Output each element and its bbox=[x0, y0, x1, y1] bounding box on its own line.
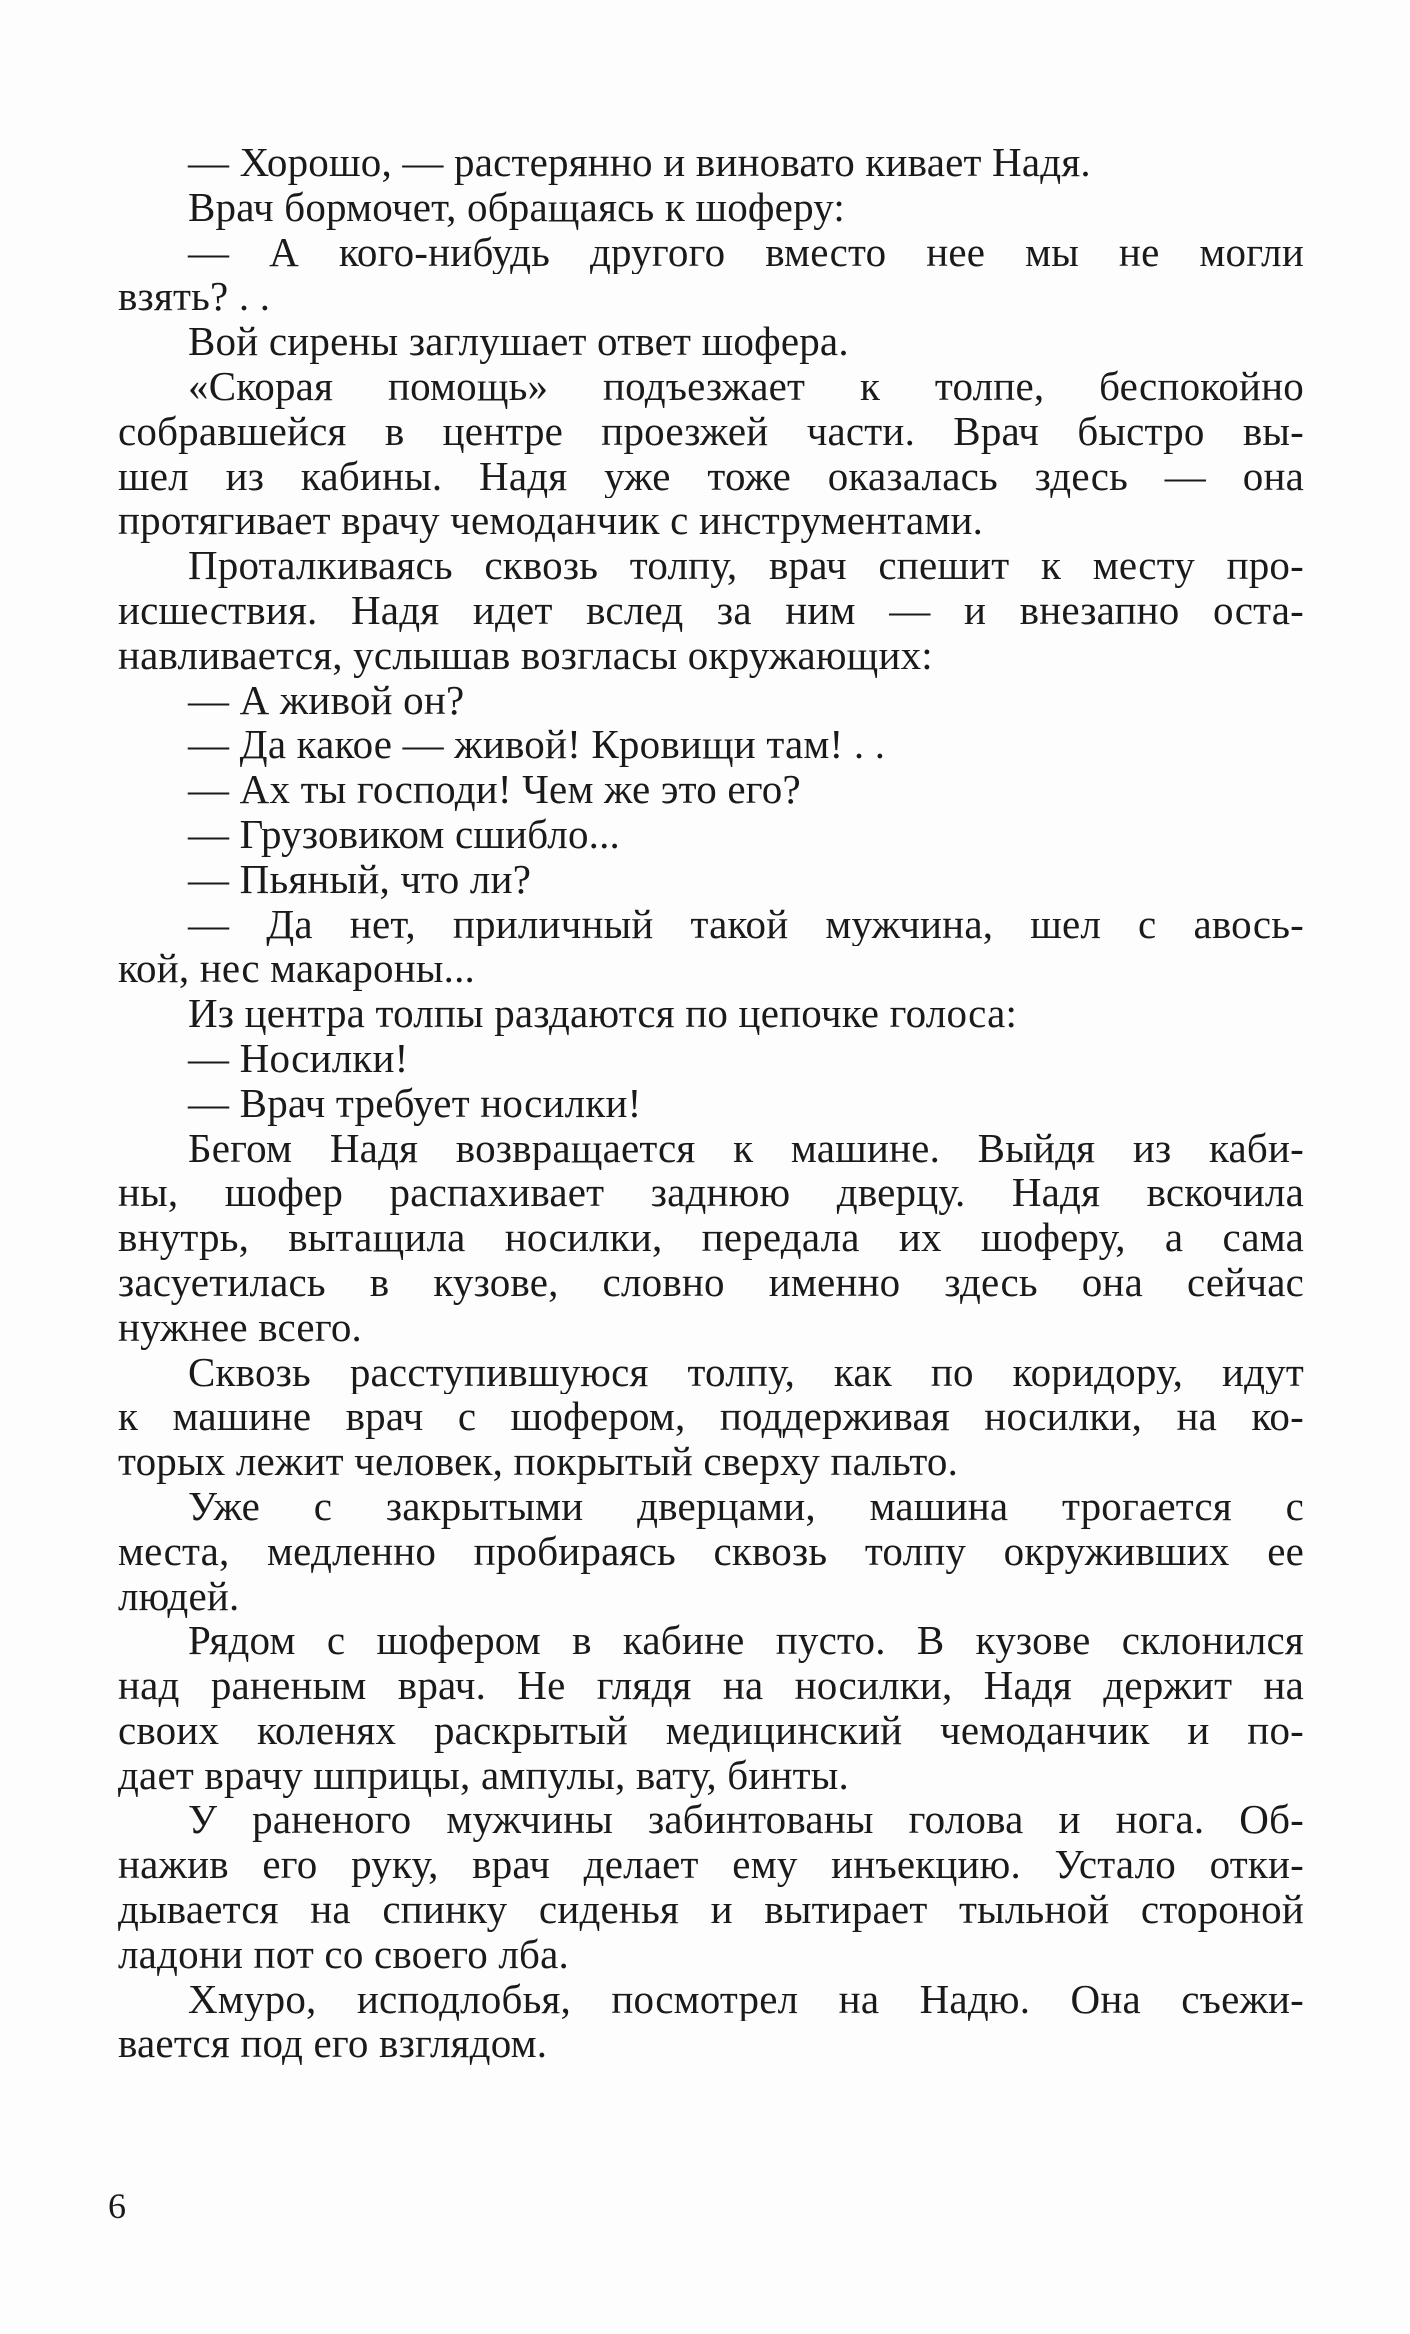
text-line: взять? . . bbox=[118, 273, 271, 320]
text-line: навливается, услышав возгласы окружающих: bbox=[118, 631, 933, 678]
text-line: — Врач требует носилки! bbox=[188, 1079, 642, 1126]
text-line: Проталкиваясь сквозь толпу, врач спешит к месту про- bbox=[188, 543, 1304, 588]
text-line: Уже с закрытыми дверцами, машина трогается с bbox=[188, 1483, 1304, 1529]
body-text bbox=[118, 140, 1304, 2066]
text-line: к машине врач с шофером, поддерживая носилки, на ко- bbox=[118, 1394, 1304, 1440]
text-line: вается под его взглядом. bbox=[118, 2020, 548, 2067]
text-line: кой, нес макароны... bbox=[118, 945, 475, 992]
text-line: — Да какое — живой! Кровищи там! . . bbox=[188, 721, 886, 768]
text-line: «Скорая помощь» подъезжает к толпе, беспокойно bbox=[188, 363, 1304, 409]
text-line: нажив его руку, врач делает ему инъекцию. Устало отки- bbox=[118, 1842, 1304, 1888]
text-line: ны, шофер распахивает заднюю дверцу. Надя вскочила bbox=[118, 1170, 1304, 1216]
text-line: внутрь, вытащила носилки, передала их шоферу, а сама bbox=[118, 1215, 1304, 1260]
text-line: ладони пот со своего лба. bbox=[118, 1930, 569, 1977]
text-line: Вой сирены заглушает ответ шофера. bbox=[188, 318, 849, 365]
text-line: — Ах ты господи! Чем же это его? bbox=[188, 766, 801, 813]
text-line: засуетилась в кузове, словно именно здесь она сейчас bbox=[118, 1259, 1304, 1305]
text-line: над раненым врач. Не глядя на носилки, Надя держит на bbox=[118, 1663, 1304, 1708]
text-line: У раненого мужчины забинтованы голова и нога. Об- bbox=[188, 1797, 1304, 1843]
text-line: дает врачу шприцы, ампулы, вату, бинты. bbox=[118, 1751, 849, 1798]
text-line: Сквозь расступившуюся толпу, как по коридору, идут bbox=[188, 1349, 1304, 1395]
text-line: Врач бормочет, обращаясь к шоферу: bbox=[188, 183, 845, 230]
text-line: — Хорошо, — растерянно и виновато кивает Надя. bbox=[188, 139, 1091, 185]
text-line: людей. bbox=[118, 1572, 240, 1619]
text-line: — Носилки! bbox=[188, 1034, 409, 1081]
text-line: исшествия. Надя идет вслед за ним — и внезапно оста- bbox=[118, 587, 1304, 633]
text-line: — Грузовиком сшибло... bbox=[188, 810, 620, 857]
text-line: Рядом с шофером в кабине пусто. В кузове склонился bbox=[188, 1618, 1304, 1664]
text-line: своих коленях раскрытый медицинский чемоданчик и по- bbox=[118, 1707, 1304, 1753]
text-line: Хмуро, исподлобья, посмотрел на Надю. Она съежи- bbox=[188, 1976, 1304, 2022]
text-line: Бегом Надя возвращается к машине. Выйдя из каби- bbox=[188, 1125, 1304, 1171]
text-line: — А живой он? bbox=[188, 676, 465, 723]
text-line: протягивает врачу чемоданчик с инструментами. bbox=[118, 497, 984, 544]
text-line: дывается на спинку сиденья и вытирает тыльной стороной bbox=[118, 1887, 1304, 1932]
text-line: места, медленно пробираясь сквозь толпу окруживших ее bbox=[118, 1528, 1304, 1574]
text-line: Из центра толпы раздаются по цепочке голоса: bbox=[188, 990, 1018, 1037]
page-number: 6 bbox=[108, 2186, 126, 2226]
text-line: нужнее всего. bbox=[118, 1303, 362, 1350]
text-line: шел из кабины. Надя уже тоже оказалась здесь — она bbox=[118, 453, 1304, 499]
text-line: — Да нет, приличный такой мужчина, шел с авось- bbox=[188, 901, 1304, 947]
text-line: торых лежит человек, покрытый сверху пальто. bbox=[118, 1438, 959, 1485]
text-line: собравшейся в центре проезжей части. Врач быстро вы- bbox=[118, 408, 1304, 454]
text-line: — А кого-нибудь другого вместо нее мы не могли bbox=[188, 229, 1304, 275]
text-line: — Пьяный, что ли? bbox=[188, 855, 532, 902]
